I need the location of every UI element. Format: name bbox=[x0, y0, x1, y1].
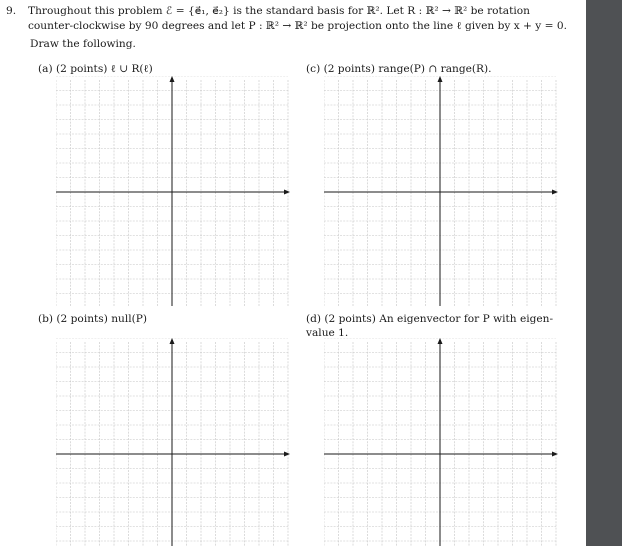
part-b-label: (b) (2 points) null(P) bbox=[38, 313, 148, 325]
grid-b-x-arrow bbox=[284, 452, 290, 457]
part-c-label: (c) (2 points) range(P) ∩ range(R). bbox=[306, 63, 492, 75]
grid-a-y-arrow bbox=[170, 76, 175, 82]
grid-b-y-arrow bbox=[170, 338, 175, 344]
part-d-label: (d) (2 points) An eigenvector for P with eigen-value 1. bbox=[306, 313, 554, 339]
grid-c-x-arrow bbox=[552, 190, 558, 195]
right-panel bbox=[586, 0, 622, 546]
grid-d-x-arrow bbox=[552, 452, 558, 457]
grid-a-x-arrow bbox=[284, 190, 290, 195]
problem-text: Throughout this problem ℰ = {e⃗₁, e⃗₂} is the standard basis for ℝ². Let R : ℝ² → ℝ² be rotation counter-clockwise by 90 degrees and let P : ℝ² → ℝ² be projection onto the line ℓ given by x + y = 0. bbox=[28, 5, 567, 32]
problem-statement bbox=[6, 4, 576, 34]
grid-a[interactable] bbox=[56, 76, 290, 306]
part-a-label: (a) (2 points) ℓ ∪ R(ℓ) bbox=[38, 63, 153, 75]
grid-c-y-arrow bbox=[438, 76, 443, 82]
instruction-text: Draw the following. bbox=[30, 38, 136, 50]
grid-c[interactable] bbox=[324, 76, 558, 306]
grid-d-y-arrow bbox=[438, 338, 443, 344]
grid-b[interactable] bbox=[56, 338, 290, 546]
problem-number: 9. bbox=[6, 5, 17, 17]
grid-d[interactable] bbox=[324, 338, 558, 546]
